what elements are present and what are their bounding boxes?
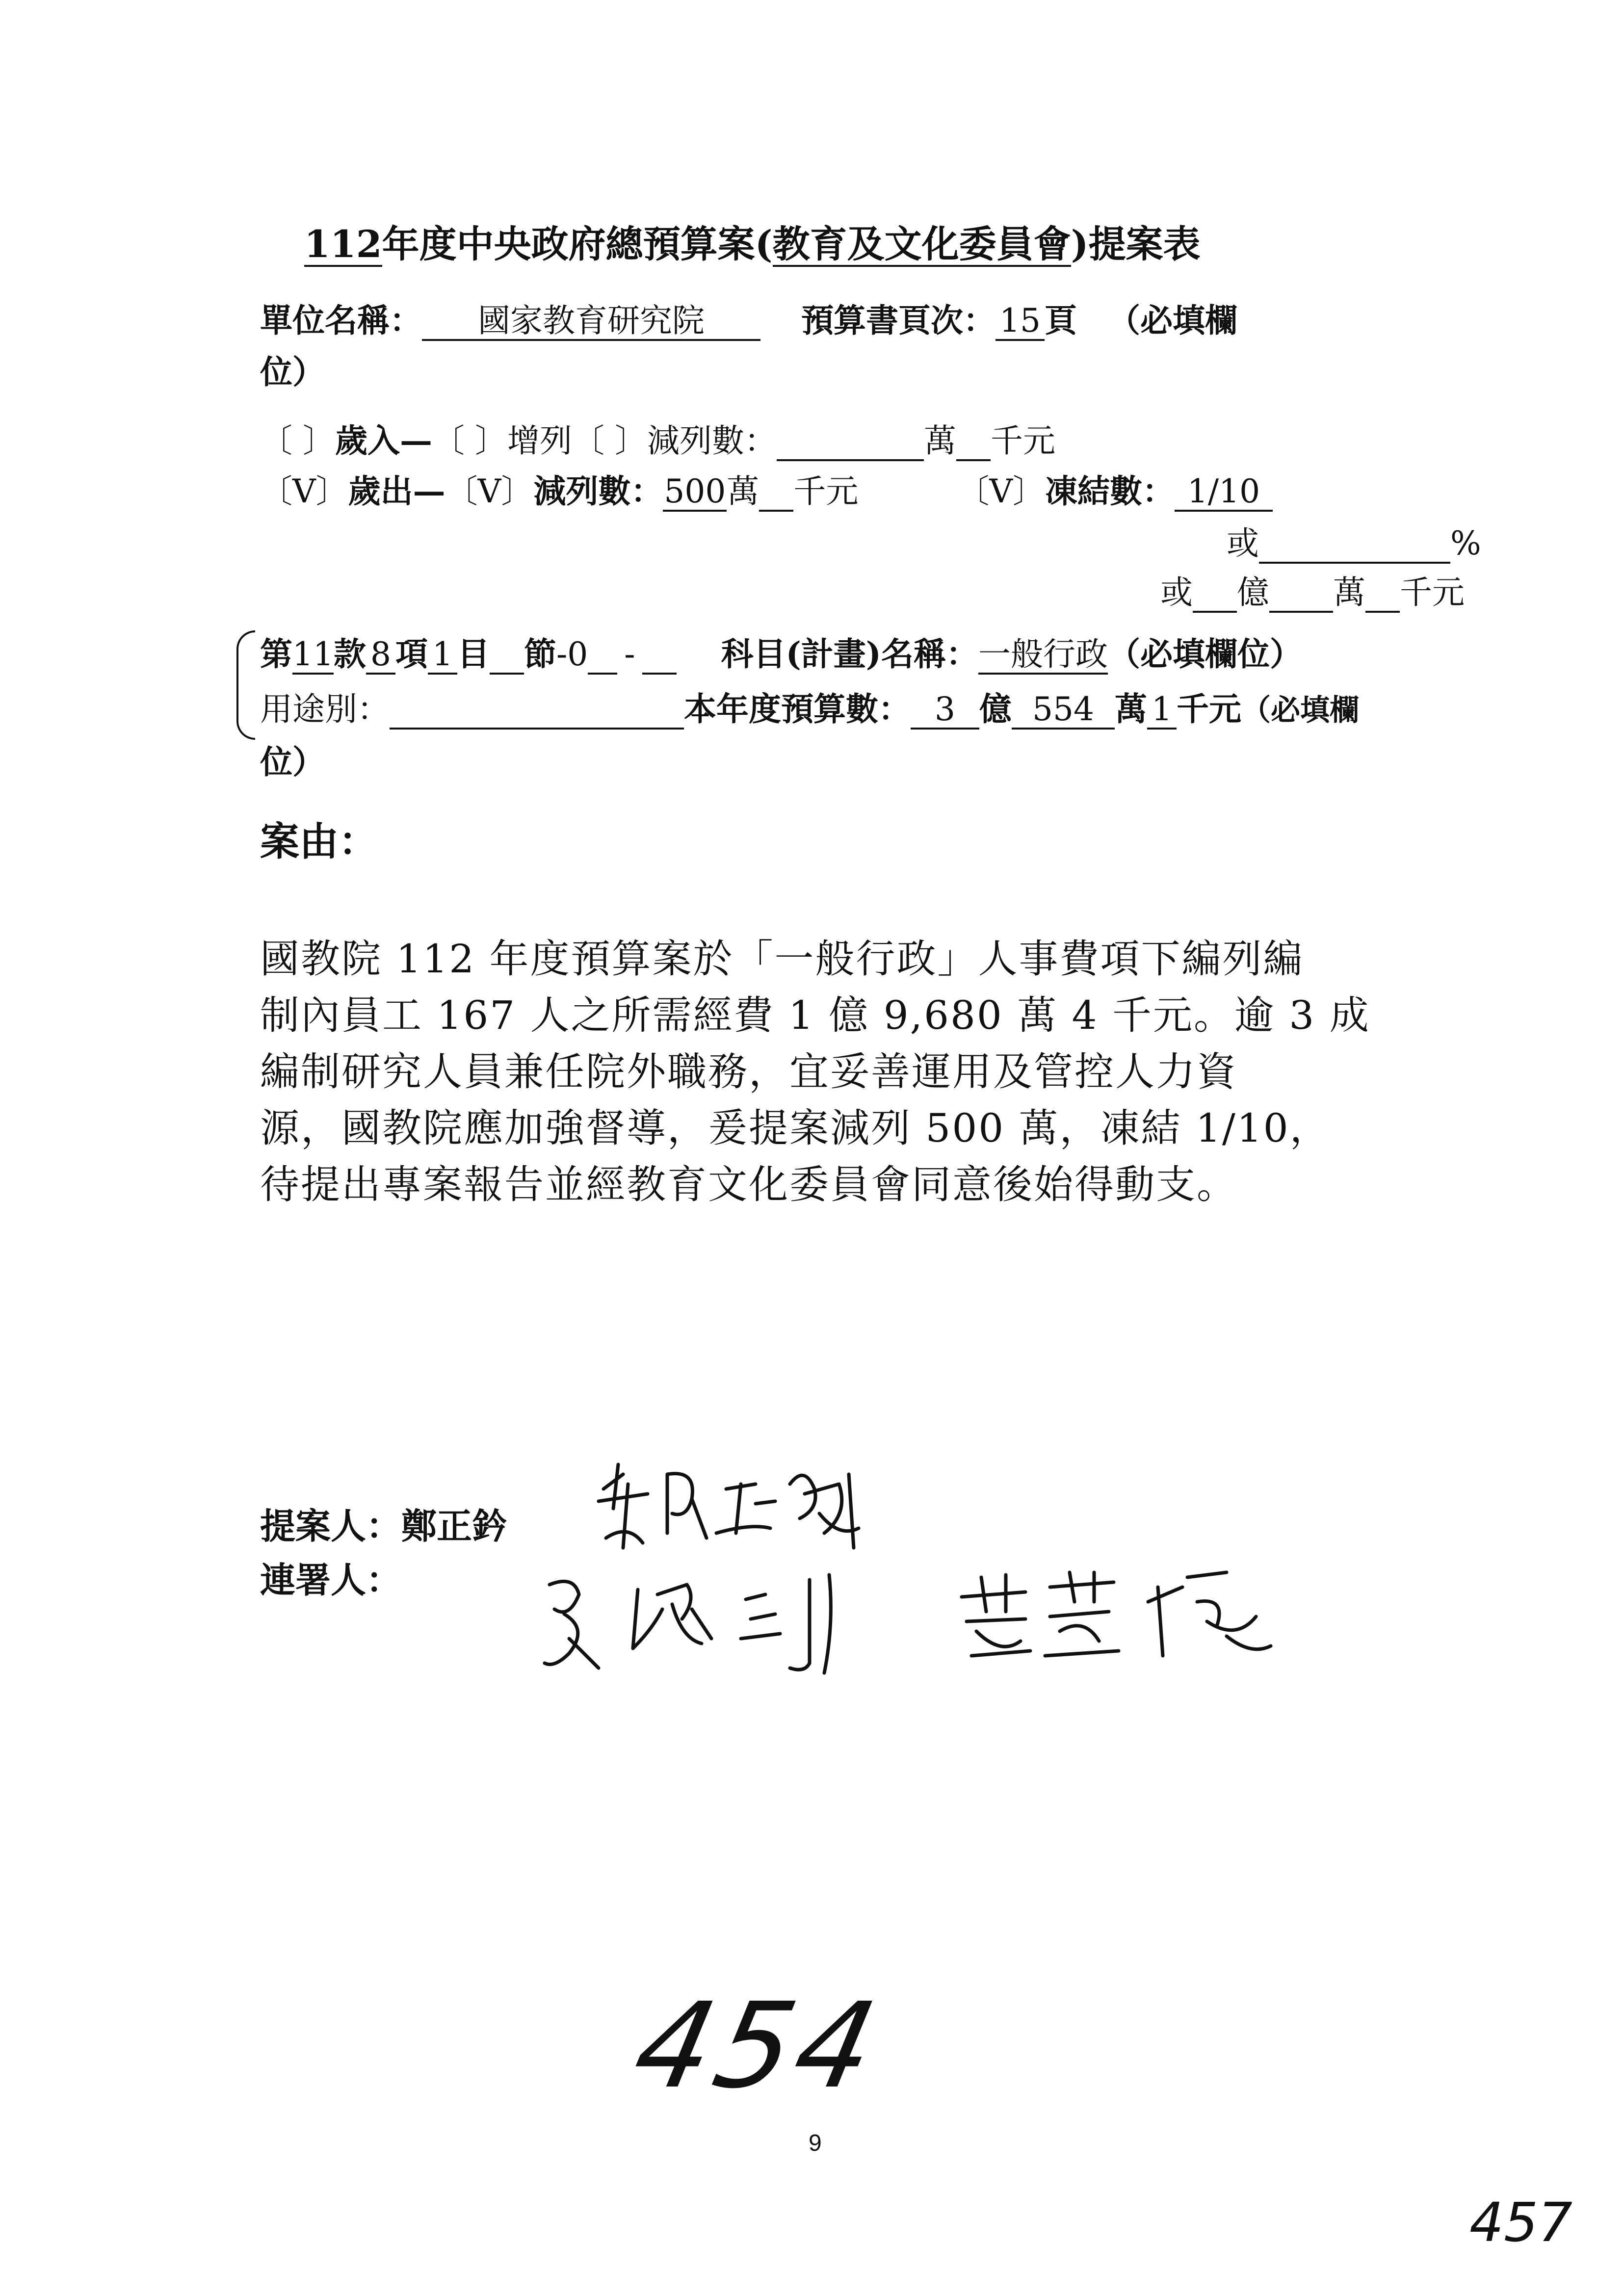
unit-name: 國家教育研究院 <box>422 305 760 341</box>
revenue-row: 〔 〕歲入—〔 〕增列〔 〕減列數： 萬 千元 <box>260 424 1055 461</box>
budget-required: （必填欄 <box>1241 693 1359 728</box>
expense-label: 歲出— <box>348 472 445 510</box>
budget-required-cont: 位） <box>260 743 325 781</box>
proposer-row <box>260 1505 508 1547</box>
unit-row: 單位名稱： 國家教育研究院 預算書頁次： 15 頁 （必填欄 <box>260 304 1237 341</box>
cut-label: 減列數： <box>533 472 663 510</box>
freeze-ratio: 1/10 <box>1175 475 1273 512</box>
mu-number: 1 <box>428 638 457 675</box>
subject-label: 科目(計畫)名稱： <box>721 635 979 673</box>
title-year: 112 <box>304 222 382 266</box>
kuan-number: 11 <box>292 638 334 675</box>
cosigner-signature-2 <box>952 1558 1305 1670</box>
reason-line-3: 編制研究人員兼任院外職務，宜妥善運用及管控人力資 <box>260 1049 1237 1095</box>
increase-label: 增列 <box>507 422 572 460</box>
proposer-name: 鄭正鈐 <box>401 1505 508 1547</box>
document-title: 112年度中央政府總預算案(教育及文化委員會)提案表 <box>304 222 1201 266</box>
corner-page-number: 457 <box>1469 2191 1572 2254</box>
reason-heading: 案由： <box>260 818 378 864</box>
cut-amount: 500 <box>663 475 727 512</box>
required-note: （必填欄 <box>1107 301 1237 339</box>
reason-line-2: 制內員工 167 人之所需經費 1 億 9,680 萬 4 千元。逾 3 成 <box>260 992 1370 1038</box>
unit-label: 單位名稱： <box>260 301 422 339</box>
page-number: 15 <box>995 305 1045 341</box>
expense-row: 〔V〕歲出—〔V〕減列數：500萬 千元 〔V〕凍結數： 1/10 <box>260 475 1273 512</box>
required-note-cont: 位） <box>260 353 325 391</box>
use-row: 用途別： 本年度預算數： 3 億 554 萬 1 千元（必填欄 <box>260 693 1359 730</box>
revenue-label: 歲入— <box>335 421 432 460</box>
reason-line-5: 待提出專案報告並經教育文化委員會同意後始得動支。 <box>260 1162 1237 1207</box>
subject-required: （必填欄位） <box>1108 635 1303 673</box>
page-label: 預算書頁次： <box>801 301 995 339</box>
proposer-signature <box>594 1455 868 1567</box>
freeze-percent-row: 或 % <box>1227 527 1481 564</box>
reason-line-1: 國教院 112 年度預算案於「一般行政」人事費項下編列編 <box>260 936 1304 982</box>
freeze-label: 凍結數： <box>1045 472 1175 510</box>
cosigner-signature-1 <box>535 1565 888 1678</box>
cosigner-label: 連署人： <box>260 1559 402 1601</box>
title-committee: 教育及文化委員會 <box>772 222 1071 266</box>
decrease-label: 減列數： <box>647 422 777 460</box>
freeze-amount-row: 或 億 萬 千元 <box>1160 576 1465 613</box>
item-bracket <box>236 630 255 740</box>
budget-yi: 3 <box>911 693 979 730</box>
printed-page-number: 9 <box>809 2130 822 2156</box>
budget-wan: 554 <box>1012 693 1115 730</box>
xiang-number: 8 <box>366 638 395 675</box>
handwritten-page-number: 454 <box>623 1977 892 2114</box>
reason-line-4: 源，國教院應加強督導，爰提案減列 500 萬，凍結 1/10， <box>260 1105 1331 1151</box>
use-label: 用途別： <box>260 690 390 728</box>
item-row: 第11款 8 項 1 目 節-0 - 科目(計畫)名稱：一般行政（必填欄位） <box>260 638 1302 675</box>
proposer-label: 提案人： <box>260 1505 402 1547</box>
subject-name: 一般行政 <box>978 638 1108 675</box>
budget-qian: 1 <box>1147 693 1177 730</box>
budget-label: 本年度預算數： <box>684 690 911 728</box>
